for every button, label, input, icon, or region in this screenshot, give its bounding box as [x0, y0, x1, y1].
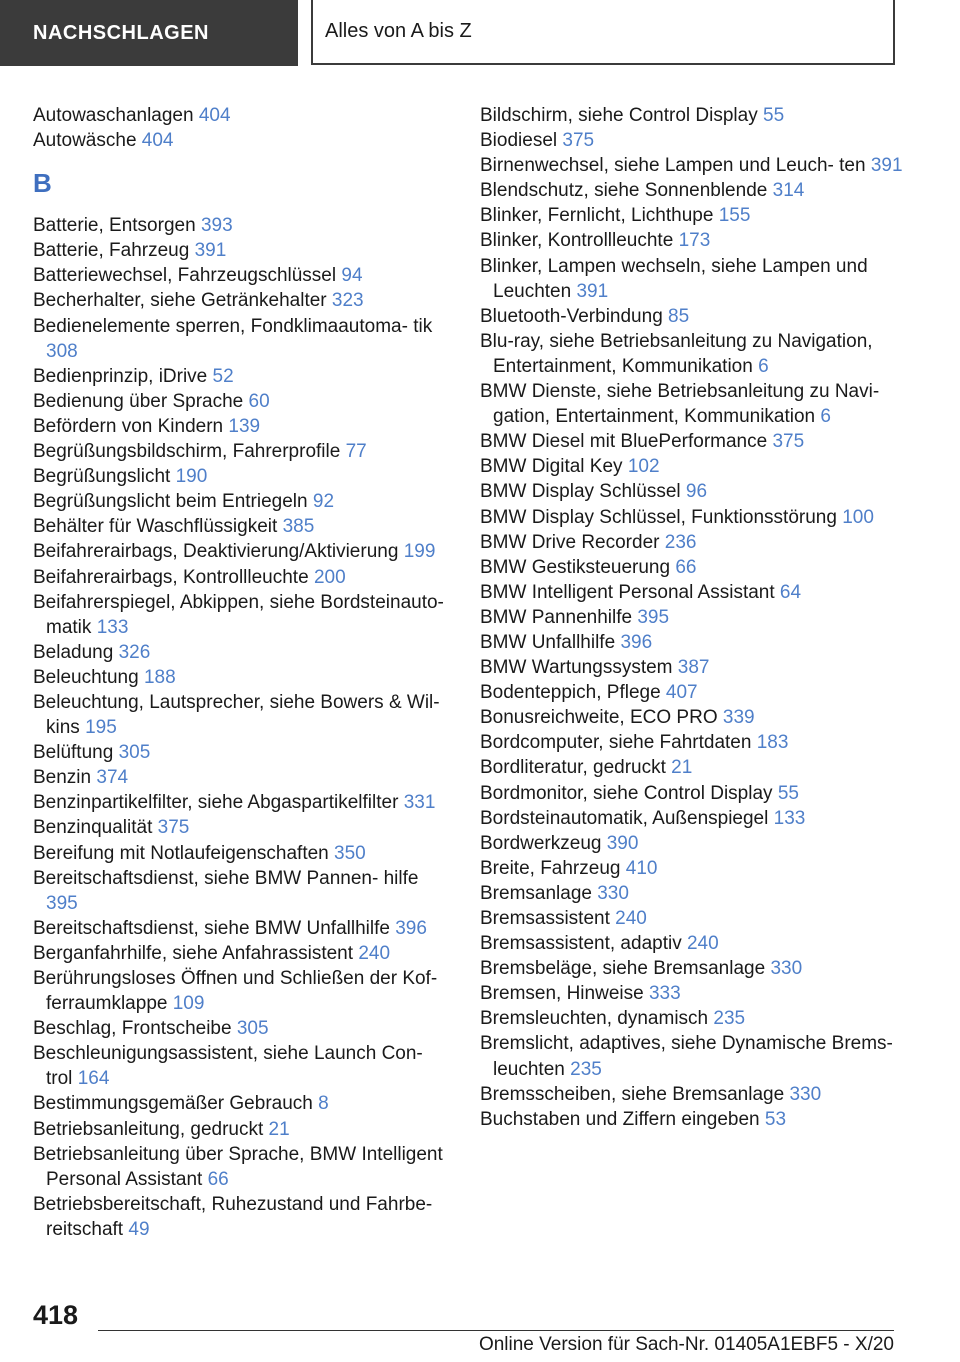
index-entry-term: Bedienprinzip, iDrive [33, 365, 208, 387]
index-entry [480, 806, 905, 831]
index-entry-term: Bereitschaftsdienst, siehe BMW Unfallhilfe [33, 917, 390, 939]
index-entry-page-link[interactable]: 133 [773, 807, 806, 829]
index-entry [480, 1031, 905, 1081]
index-entry [480, 981, 905, 1006]
index-entry-page-link[interactable]: 375 [772, 431, 805, 453]
index-entry-term: Bordwerkzeug [480, 832, 602, 854]
index-entry-term: BMW Drive Recorder [480, 531, 660, 553]
index-entry [33, 690, 453, 740]
index-entry [480, 178, 905, 203]
index-entry-term: Bestimmungsgemäßer Gebrauch [33, 1093, 313, 1115]
index-entry [480, 254, 905, 304]
index-entry [480, 228, 905, 253]
index-entry-page-link[interactable]: 305 [236, 1018, 269, 1040]
index-entry-page-link[interactable]: 330 [597, 882, 629, 904]
index-entry-page-link[interactable]: 387 [677, 657, 710, 679]
index-entry-page-link[interactable]: 333 [648, 983, 681, 1005]
index-entry-term: BMW Dienste, siehe Betriebsanleitung zu Navi‐ gation, Entertainment, Kommunikation [480, 381, 880, 428]
index-entry [33, 640, 453, 665]
index-entry-page-link[interactable]: 330 [789, 1083, 822, 1105]
index-entry [33, 128, 453, 153]
index-entry-page-link[interactable]: 100 [842, 506, 874, 528]
index-entry-page-link[interactable]: 404 [141, 130, 174, 152]
index-entry [33, 514, 453, 539]
index-entry-term: Batteriewechsel, Fahrzeugschlüssel [33, 265, 337, 287]
index-entry [33, 213, 453, 238]
index-entry-page-link[interactable]: 314 [772, 180, 805, 202]
index-entry-page-link[interactable]: 55 [777, 782, 799, 804]
page-number: 418 [33, 1300, 79, 1330]
index-entry [33, 590, 453, 640]
index-entry-page-link[interactable]: 410 [625, 857, 658, 879]
index-entry-page-link[interactable]: 183 [756, 732, 789, 754]
index-entry [33, 1091, 453, 1116]
index-entry [480, 630, 905, 655]
index-entry [480, 730, 905, 755]
footer-version-text: Online Version für Sach-Nr. 01405A1EBF5 - X/20 [478, 1334, 894, 1355]
index-entry-term: Begrüßungsbildschirm, Fahrerprofile [33, 441, 341, 463]
index-entry-term: Bereitschaftsdienst, siehe BMW Pannen‐ hilfe [33, 867, 419, 889]
index-entry [33, 740, 453, 765]
index-entry-page-link[interactable]: 331 [403, 792, 436, 814]
index-entry [480, 781, 905, 806]
index-entry [480, 755, 905, 780]
index-entry-term: Bedienelemente sperren, Fondklimaautoma‐ tik [33, 315, 433, 337]
index-column-right [480, 103, 905, 1132]
index-entry-term: Berganfahrhilfe, siehe Anfahrassistent [33, 942, 354, 964]
index-entry-term: Begrüßungslicht beim Entriegeln [33, 491, 308, 513]
index-entry-page-link[interactable]: 393 [200, 215, 233, 237]
index-entry-page-link[interactable]: 390 [606, 832, 639, 854]
index-entry-term: Betriebsanleitung über Sprache, BMW Intelligent Personal Assistant [33, 1143, 443, 1190]
index-entry-page-link[interactable]: 395 [637, 606, 670, 628]
index-entry [33, 539, 453, 564]
index-entry [480, 128, 905, 153]
index-entry-term: Bonusreichweite, ECO PRO [480, 707, 718, 729]
index-entry-term: Benzinpartikelfilter, siehe Abgaspartikelfilter [33, 792, 399, 814]
index-entry [480, 1006, 905, 1031]
index-entry-term: Benzinqualität [33, 817, 153, 839]
index-entry [480, 705, 905, 730]
index-entry-page-link[interactable]: 391 [576, 280, 609, 302]
index-entry-page-link[interactable]: 6 [758, 355, 769, 377]
index-entry-term: Bordliteratur, gedruckt [480, 757, 666, 779]
index-entry-term: Blendschutz, siehe Sonnenblende [480, 180, 768, 202]
index-entry-page-link[interactable]: 350 [334, 842, 366, 864]
index-entry-page-link[interactable]: 375 [157, 817, 190, 839]
section-tab: NACHSCHLAGEN [0, 0, 298, 66]
index-entry-page-link[interactable]: 235 [570, 1058, 602, 1080]
index-entry-term: Beleuchtung [33, 666, 139, 688]
index-entry-term: Befördern von Kindern [33, 415, 224, 437]
index-entry-term: Beschlag, Frontscheibe [33, 1018, 232, 1040]
index-entry [33, 841, 453, 866]
index-entry-term: Blinker, Fernlicht, Lichthupe [480, 205, 714, 227]
index-entry [33, 238, 453, 263]
index-entry-term: Bordmonitor, siehe Control Display [480, 782, 773, 804]
index-entry-page-link[interactable]: 133 [96, 616, 129, 638]
index-entry-page-link[interactable]: 323 [331, 290, 364, 312]
index-entry-page-link[interactable]: 395 [46, 892, 78, 914]
index-entry-term: BMW Digital Key [480, 456, 623, 478]
index-entry [33, 464, 453, 489]
index-entry-term: Behälter für Waschflüssigkeit [33, 516, 278, 538]
index-entry [480, 655, 905, 680]
index-entry [480, 605, 905, 630]
index-entry-term: BMW Unfallhilfe [480, 631, 616, 653]
index-entry-page-link[interactable]: 190 [175, 466, 208, 488]
index-entry-term: Bluetooth-Verbindung [480, 305, 663, 327]
index-entry-term: BMW Diesel mit BluePerformance [480, 431, 768, 453]
index-entry [33, 866, 453, 916]
index-entry-page-link[interactable]: 55 [763, 105, 785, 126]
index-entry [33, 263, 453, 288]
index-entry-page-link[interactable]: 195 [85, 717, 117, 739]
index-letter-heading: B [33, 168, 52, 199]
index-entry-page-link[interactable]: 326 [118, 641, 151, 663]
index-entry-page-link[interactable]: 396 [620, 631, 653, 653]
index-entry-page-link[interactable]: 200 [313, 566, 346, 588]
index-entry-page-link[interactable]: 102 [627, 456, 660, 478]
index-entry-term: Becherhalter, siehe Getränkehalter [33, 290, 327, 312]
index-entry [480, 906, 905, 931]
index-entry-page-link[interactable]: 64 [779, 581, 802, 603]
index-entry-term: BMW Pannenhilfe [480, 606, 633, 628]
index-entry-page-link[interactable]: 240 [615, 908, 647, 929]
index-entry-page-link[interactable]: 188 [143, 666, 176, 688]
index-entry-term: Beifahrerairbags, Kontrollleuchte [33, 566, 309, 588]
index-entry [33, 1041, 453, 1091]
index-entry-page-link[interactable]: 155 [718, 205, 751, 227]
index-entry-page-link[interactable]: 173 [678, 230, 711, 252]
index-entry-term: Batterie, Entsorgen [33, 215, 196, 237]
index-entry-term: Beleuchtung, Lautsprecher, siehe Bowers & Wil‐ kins [33, 691, 440, 739]
index-entry-term: Bodenteppich, Pflege [480, 682, 661, 704]
index-entry [33, 916, 453, 941]
chapter-tab: Alles von A bis Z [311, 0, 895, 65]
index-entry [480, 153, 905, 178]
index-entry-term: Belüftung [33, 742, 114, 764]
index-entry-page-link[interactable]: 6 [820, 406, 831, 428]
index-entry-page-link[interactable]: 96 [685, 481, 708, 503]
index-entry [33, 665, 453, 690]
index-entry-term: Blinker, Lampen wechseln, siehe Lampen und Leuchten [480, 255, 868, 302]
index-entry-page-link[interactable]: 66 [675, 556, 697, 578]
index-entry-term: Betriebsanleitung, gedruckt [33, 1118, 264, 1140]
index-entry-term: Batterie, Fahrzeug [33, 240, 190, 262]
index-entry [33, 364, 453, 389]
index-entry-term: Beschleunigungsassistent, siehe Launch Con‐ trol [33, 1043, 423, 1090]
index-entry-page-link[interactable]: 385 [282, 516, 315, 538]
index-entry-term: Bordcomputer, siehe Fahrtdaten [480, 732, 752, 754]
index-entry-page-link[interactable]: 60 [248, 390, 270, 412]
index-entry-page-link[interactable]: 49 [128, 1218, 150, 1240]
index-entry [480, 454, 905, 479]
index-entry-term: BMW Wartungssystem [480, 657, 673, 679]
index-entry [480, 680, 905, 705]
index-entry-page-link[interactable]: 164 [77, 1068, 110, 1090]
index-entry [33, 439, 453, 464]
index-entry-page-link[interactable]: 308 [46, 340, 78, 362]
index-entry [33, 414, 453, 439]
index-entry-page-link[interactable]: 396 [395, 917, 427, 939]
index-entry-term: Autowäsche [33, 130, 137, 152]
index-entry-term: Bremsassistent, adaptiv [480, 933, 682, 955]
index-entry [33, 389, 453, 414]
index-entry [33, 103, 453, 128]
index-entry-term: Bremslicht, adaptives, siehe Dynamische Brems‐ leuchten [480, 1033, 893, 1080]
index-entry-term: BMW Display Schlüssel, Funktionsstörung [480, 506, 837, 528]
index-entry-term: Bremsanlage [480, 882, 592, 904]
index-entry [480, 956, 905, 981]
index-entry-term: Bremsscheiben, siehe Bremsanlage [480, 1083, 785, 1105]
footer-divider [98, 1330, 894, 1331]
index-entry-term: Benzin [33, 767, 92, 789]
index-entry-page-link[interactable]: 236 [664, 531, 697, 553]
index-entry-page-link[interactable]: 109 [172, 993, 205, 1015]
index-entry [33, 1192, 453, 1242]
index-entry [480, 203, 905, 228]
index-entry-page-link[interactable]: 375 [562, 130, 595, 152]
index-entry [33, 288, 453, 313]
index-entry-page-link[interactable]: 240 [686, 933, 719, 955]
index-entry-term: Bereifung mit Notlaufeigenschaften [33, 842, 329, 864]
index-entry-page-link[interactable]: 407 [665, 682, 698, 704]
index-entry-term: Autowaschanlagen [33, 105, 194, 126]
index-entry [33, 790, 453, 815]
index-entry-term: Bremsbeläge, siehe Bremsanlage [480, 958, 766, 980]
index-entry [33, 941, 453, 966]
index-entry-term: Berührungsloses Öffnen und Schließen der Kof‐ ferraumklappe [33, 968, 438, 1015]
index-entry-page-link[interactable]: 8 [318, 1093, 329, 1115]
index-entry-page-link[interactable]: 305 [118, 742, 151, 764]
index-entry-term: Beifahrerspiegel, Abkippen, siehe Bordsteinauto‐ matik [33, 591, 444, 638]
index-entry-term: Beladung [33, 641, 114, 663]
index-entry-page-link[interactable]: 66 [207, 1168, 229, 1190]
index-column-left [33, 103, 453, 1242]
index-entry-page-link[interactable]: 85 [668, 305, 690, 327]
index-entry-page-link[interactable]: 139 [228, 415, 261, 437]
index-entry-term: Bordsteinautomatik, Außenspiegel [480, 807, 769, 829]
index-entry [33, 815, 453, 840]
index-entry [480, 831, 905, 856]
index-entry-term: BMW Display Schlüssel [480, 481, 681, 503]
index-entry-term: BMW Intelligent Personal Assistant [480, 581, 775, 603]
index-entry-page-link[interactable]: 92 [312, 491, 335, 513]
index-entry [33, 966, 453, 1016]
index-entry [33, 565, 453, 590]
page-header [0, 0, 960, 66]
index-entry [480, 530, 905, 555]
index-entry-page-link[interactable]: 240 [358, 942, 391, 964]
index-entry [33, 1016, 453, 1041]
index-entry [480, 379, 905, 429]
index-entry [480, 479, 905, 504]
index-entry-term: Betriebsbereitschaft, Ruhezustand und Fahrbe‐ reitschaft [33, 1193, 433, 1240]
index-entry-term: Beifahrerairbags, Deaktivierung/Aktivierung [33, 541, 399, 563]
index-entry-term: Biodiesel [480, 130, 558, 152]
index-entry-page-link[interactable]: 404 [198, 105, 231, 126]
index-entry-page-link[interactable]: 391 [194, 240, 227, 262]
index-entry-page-link[interactable]: 77 [345, 441, 367, 463]
index-entry-term: Blu-ray, siehe Betriebsanleitung zu Navigation, Entertainment, Kommunikation [480, 330, 873, 377]
index-entry [33, 765, 453, 790]
index-entry-page-link[interactable]: 330 [770, 958, 803, 980]
index-entry-term: Bedienung über Sprache [33, 390, 244, 412]
index-entry-page-link[interactable]: 339 [722, 707, 755, 729]
index-entry [480, 103, 905, 128]
index-entry-term: Birnenwechsel, siehe Lampen und Leuch‐ ten [480, 155, 866, 177]
index-entry-page-link[interactable]: 21 [671, 757, 693, 779]
index-entry [480, 505, 905, 530]
index-entry [480, 304, 905, 329]
index-entry [33, 1117, 453, 1142]
index-entry-page-link[interactable]: 391 [870, 155, 903, 177]
index-entry-term: Bremsleuchten, dynamisch [480, 1008, 709, 1030]
index-entry [480, 580, 905, 605]
index-entry-page-link[interactable]: 94 [341, 265, 363, 287]
index-entry [480, 881, 905, 906]
index-entry-term: Bremsen, Hinweise [480, 983, 644, 1005]
index-entry-term: Bremsassistent [480, 908, 610, 929]
index-entry [480, 1082, 905, 1107]
index-entry [480, 1107, 905, 1132]
index-entry [480, 856, 905, 881]
index-entry-term: Blinker, Kontrollleuchte [480, 230, 674, 252]
index-entry-term: BMW Gestiksteuerung [480, 556, 671, 578]
index-entry-page-link[interactable]: 374 [96, 767, 129, 789]
index-entry [33, 489, 453, 514]
index-entry-term: Buchstaben und Ziffern eingeben [480, 1108, 760, 1130]
index-entry [33, 1142, 453, 1192]
index-entry [480, 931, 905, 956]
index-entry-page-link[interactable]: 21 [268, 1118, 290, 1140]
index-entry [33, 314, 453, 364]
index-entry-page-link[interactable]: 235 [713, 1008, 746, 1030]
index-entry-term: Begrüßungslicht [33, 466, 171, 488]
index-entry-term: Bildschirm, siehe Control Display [480, 105, 758, 126]
index-entry-term: Breite, Fahrzeug [480, 857, 621, 879]
index-entry-page-link[interactable]: 52 [212, 365, 234, 387]
index-entry [480, 555, 905, 580]
index-entry-page-link[interactable]: 199 [403, 541, 436, 563]
index-entry [480, 429, 905, 454]
index-entry [480, 329, 905, 379]
index-entry-page-link[interactable]: 53 [764, 1108, 787, 1130]
